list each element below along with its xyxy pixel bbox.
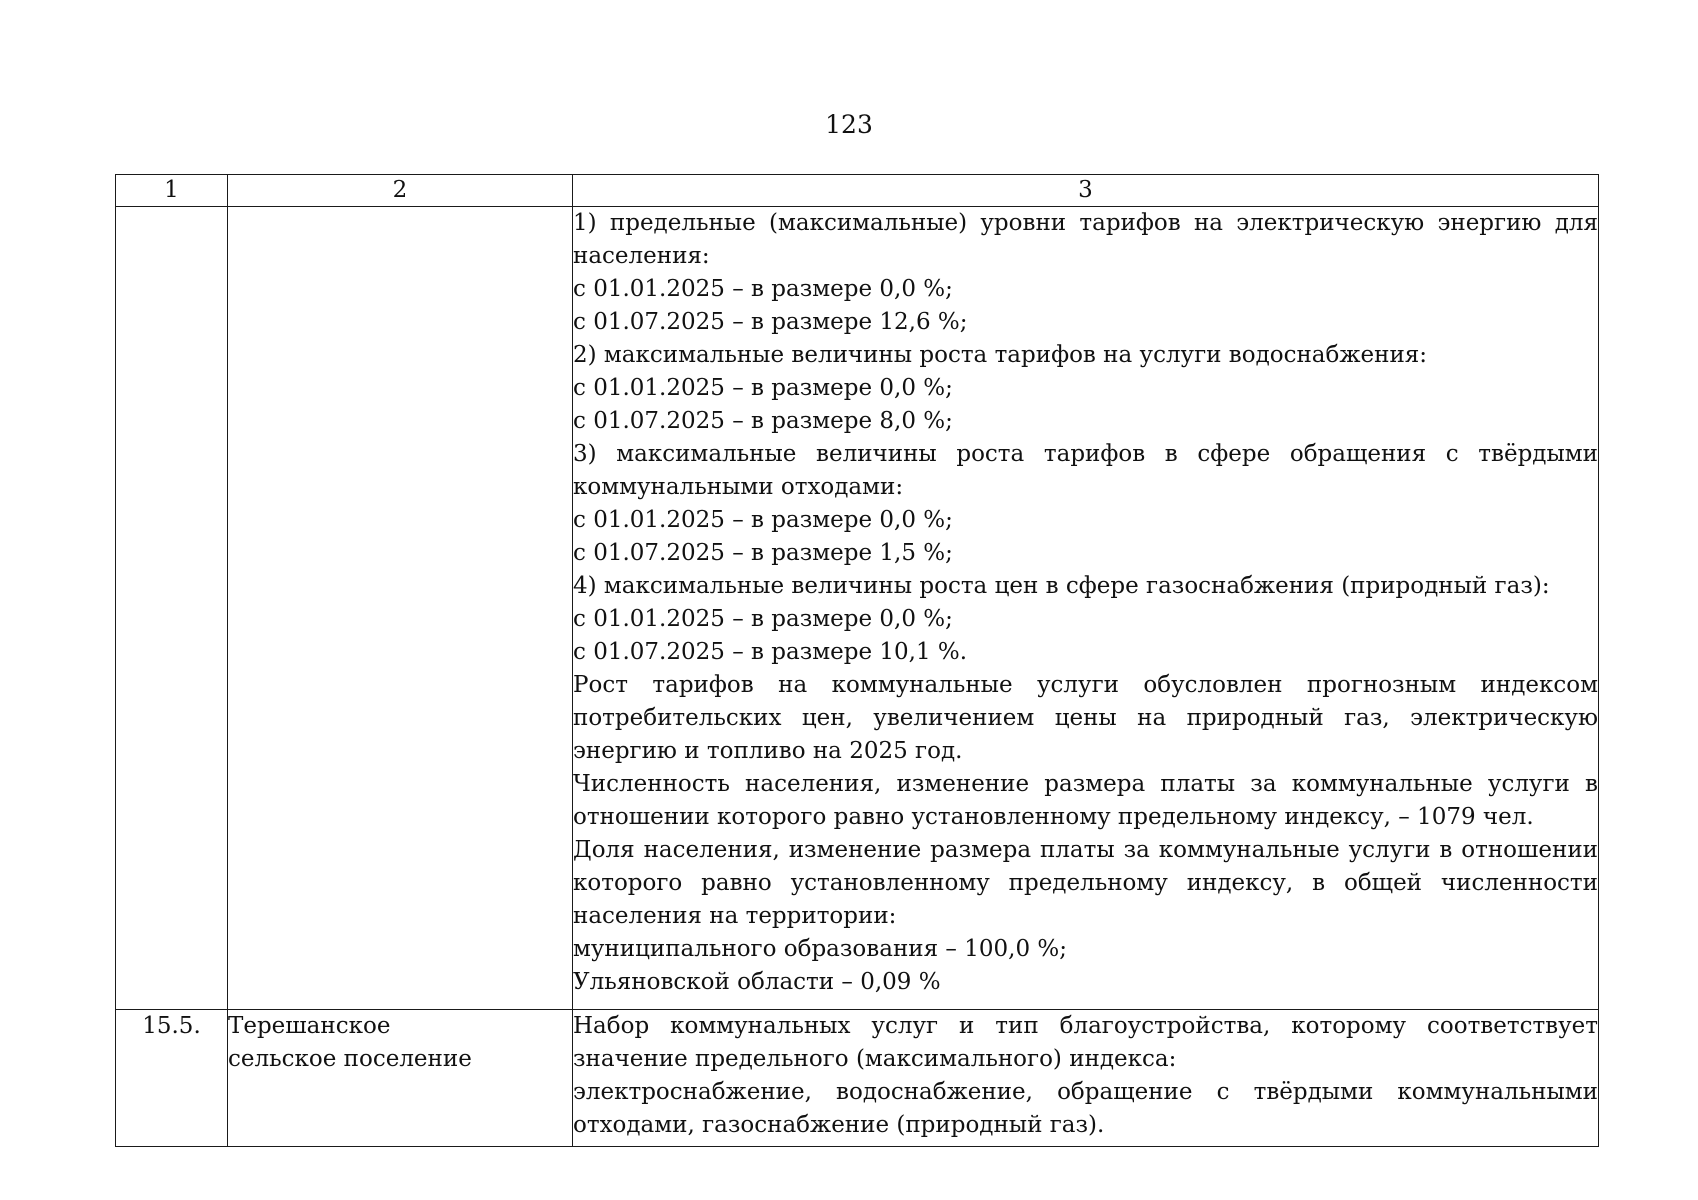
paragraph: 3) максимальные величины роста тарифов в сфере обращения с твёрдыми коммунальными отходами: xyxy=(573,441,1598,500)
paragraph: Численность населения, изменение размера платы за коммунальные услуги в отношении которого равно установленному предельному индексу, – 1079 чел. xyxy=(573,771,1598,830)
data-table xyxy=(115,174,1599,1147)
paragraph: с 01.01.2025 – в размере 0,0 %; xyxy=(573,276,953,302)
paragraph: муниципального образования – 100,0 %; xyxy=(573,936,1067,962)
description-cell xyxy=(573,1010,1599,1147)
paragraph: Доля населения, изменение размера платы за коммунальные услуги в отношении которого равно установленному предельному индексу, в общей численности населения на территории: xyxy=(573,837,1598,929)
paragraph: с 01.01.2025 – в размере 0,0 %; xyxy=(573,507,953,533)
municipality-name-cell xyxy=(228,207,573,1010)
column-header-3: 3 xyxy=(573,175,1599,207)
paragraph: с 01.07.2025 – в размере 12,6 %; xyxy=(573,309,968,335)
paragraph: Рост тарифов на коммунальные услуги обусловлен прогнозным индексом потребительских цен, увеличением цены на природный газ, электрическую энергию и топливо на 2025 год. xyxy=(573,672,1598,764)
column-header-1: 1 xyxy=(116,175,228,207)
page-number: 123 xyxy=(825,110,873,139)
column-header-2: 2 xyxy=(228,175,573,207)
description-cell xyxy=(573,207,1599,1010)
paragraph: 2) максимальные величины роста тарифов на услуги водоснабжения: xyxy=(573,342,1428,368)
paragraph: с 01.07.2025 – в размере 1,5 %; xyxy=(573,540,953,566)
paragraph: Набор коммунальных услуг и тип благоустройства, которому соответствует значение предельного (максимального) индекса: xyxy=(573,1013,1598,1072)
paragraph: с 01.07.2025 – в размере 10,1 %. xyxy=(573,639,968,665)
table-row xyxy=(116,1010,1599,1147)
row-number-cell: 15.5. xyxy=(116,1010,228,1147)
paragraph: 4) максимальные величины роста цен в сфере газоснабжения (природный газ): xyxy=(573,573,1550,599)
table-header-row xyxy=(116,175,1599,207)
municipality-name-cell xyxy=(228,1010,573,1147)
paragraph: Ульяновской области – 0,09 % xyxy=(573,969,941,995)
paragraph: 1) предельные (максимальные) уровни тарифов на электрическую энергию для населения: xyxy=(573,210,1598,269)
paragraph: электроснабжение, водоснабжение, обращение с твёрдыми коммунальными отходами, газоснабжение (природный газ). xyxy=(573,1079,1598,1138)
row-number-cell xyxy=(116,207,228,1010)
municipality-name-line: сельское поселение xyxy=(228,1046,472,1072)
municipality-name-line: Терешанское xyxy=(228,1013,391,1039)
paragraph: с 01.01.2025 – в размере 0,0 %; xyxy=(573,375,953,401)
table-row xyxy=(116,207,1599,1010)
paragraph: с 01.01.2025 – в размере 0,0 %; xyxy=(573,606,953,632)
paragraph: с 01.07.2025 – в размере 8,0 %; xyxy=(573,408,953,434)
